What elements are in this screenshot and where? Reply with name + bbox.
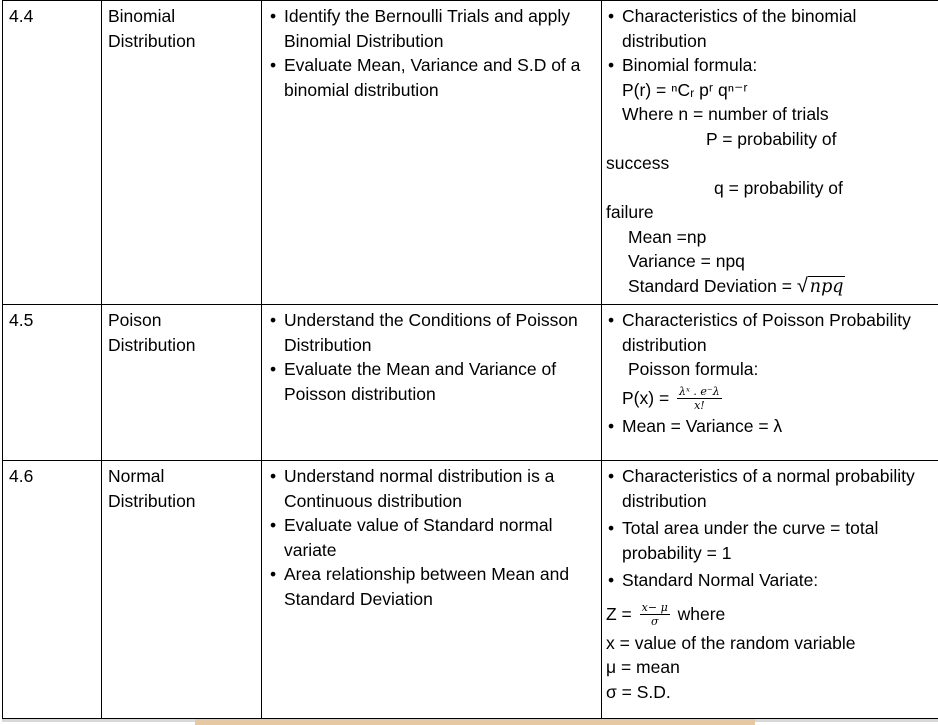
objectives-cell	[262, 305, 602, 461]
list-item: • Mean = Variance = λ	[606, 414, 932, 439]
list-item: • Understand normal distribution is a Continuous distribution	[268, 464, 595, 513]
fraction-numerator: λˣ . e⁻λ	[679, 385, 720, 399]
list-item: • Evaluate Mean, Variance and S.D of a binomial distribution	[268, 53, 595, 102]
fraction-denominator: x!	[694, 399, 705, 413]
row-number: 4.4	[3, 1, 102, 305]
row-number: 4.5	[3, 305, 102, 461]
table-row	[3, 305, 938, 461]
z-formula: Z = $\frac{x- \mu}{\sigma}$ where	[606, 601, 726, 629]
content-cell	[602, 461, 938, 719]
page-bottom-strip	[195, 719, 755, 725]
poisson-formula-label: Poisson formula:	[628, 359, 759, 379]
p-definition: P = probability of	[706, 128, 837, 149]
sd-radicand: npq	[809, 276, 844, 297]
where-n: Where n = number of trials	[622, 104, 829, 124]
list-item: • Understand the Conditions of Poisson Distribution	[268, 308, 595, 357]
sigma-definition: σ = S.D.	[606, 681, 671, 702]
list-item: • Characteristics of the binomial distribution	[606, 4, 932, 53]
topic-cell	[102, 305, 262, 461]
topic-line: Distribution	[108, 30, 196, 51]
topic-cell	[102, 461, 262, 719]
topic-line: Distribution	[108, 334, 196, 355]
topic-line: Binomial	[108, 6, 176, 26]
topic-line: Poison	[108, 310, 162, 330]
table-row	[3, 1, 938, 305]
list-item: • Characteristics of a normal probability distribution	[606, 464, 932, 513]
topic-cell	[102, 1, 262, 305]
binomial-formula: P(r) = ⁿCᵣ pʳ qⁿ⁻ʳ	[622, 79, 748, 100]
objectives-cell	[262, 461, 602, 719]
mean-formula: Mean =np	[628, 226, 707, 247]
content-cell	[602, 1, 938, 305]
variance-formula: Variance = npq	[628, 251, 745, 271]
list-item: • Evaluate value of Standard normal variate	[268, 513, 595, 562]
list-item: • Identify the Bernoulli Trials and apply Binomial Distribution	[268, 4, 595, 53]
list-item: • Characteristics of Poisson Probability distribution	[606, 308, 932, 357]
x-definition: x = value of the random variable	[606, 632, 856, 653]
topic-line: Distribution	[108, 490, 196, 511]
sd-formula: Standard Deviation = √ npq	[628, 274, 844, 297]
objectives-cell	[262, 1, 602, 305]
q-definition-cont: failure	[606, 202, 654, 222]
poisson-formula: P(x) = $\frac{\text{λˣ . e⁻λ}}{x!}$	[622, 385, 720, 413]
list-item: • Binomial formula:	[606, 53, 932, 78]
mu-definition: μ = mean	[606, 657, 680, 677]
q-definition: q = probability of	[714, 177, 843, 198]
list-item: • Total area under the curve = total probability = 1	[606, 516, 932, 565]
content-cell	[602, 305, 938, 461]
row-number: 4.6	[3, 461, 102, 719]
syllabus-table	[2, 0, 938, 719]
list-item: • Area relationship between Mean and Standard Deviation	[268, 562, 595, 611]
fraction-numerator: x− μ	[641, 601, 668, 615]
p-definition-cont: success	[606, 153, 670, 173]
list-item: • Standard Normal Variate:	[606, 568, 932, 593]
fraction-denominator: σ	[650, 615, 659, 629]
topic-line: Normal	[108, 466, 165, 486]
table-row	[3, 461, 938, 719]
list-item: • Evaluate the Mean and Variance of Poisson distribution	[268, 357, 595, 406]
